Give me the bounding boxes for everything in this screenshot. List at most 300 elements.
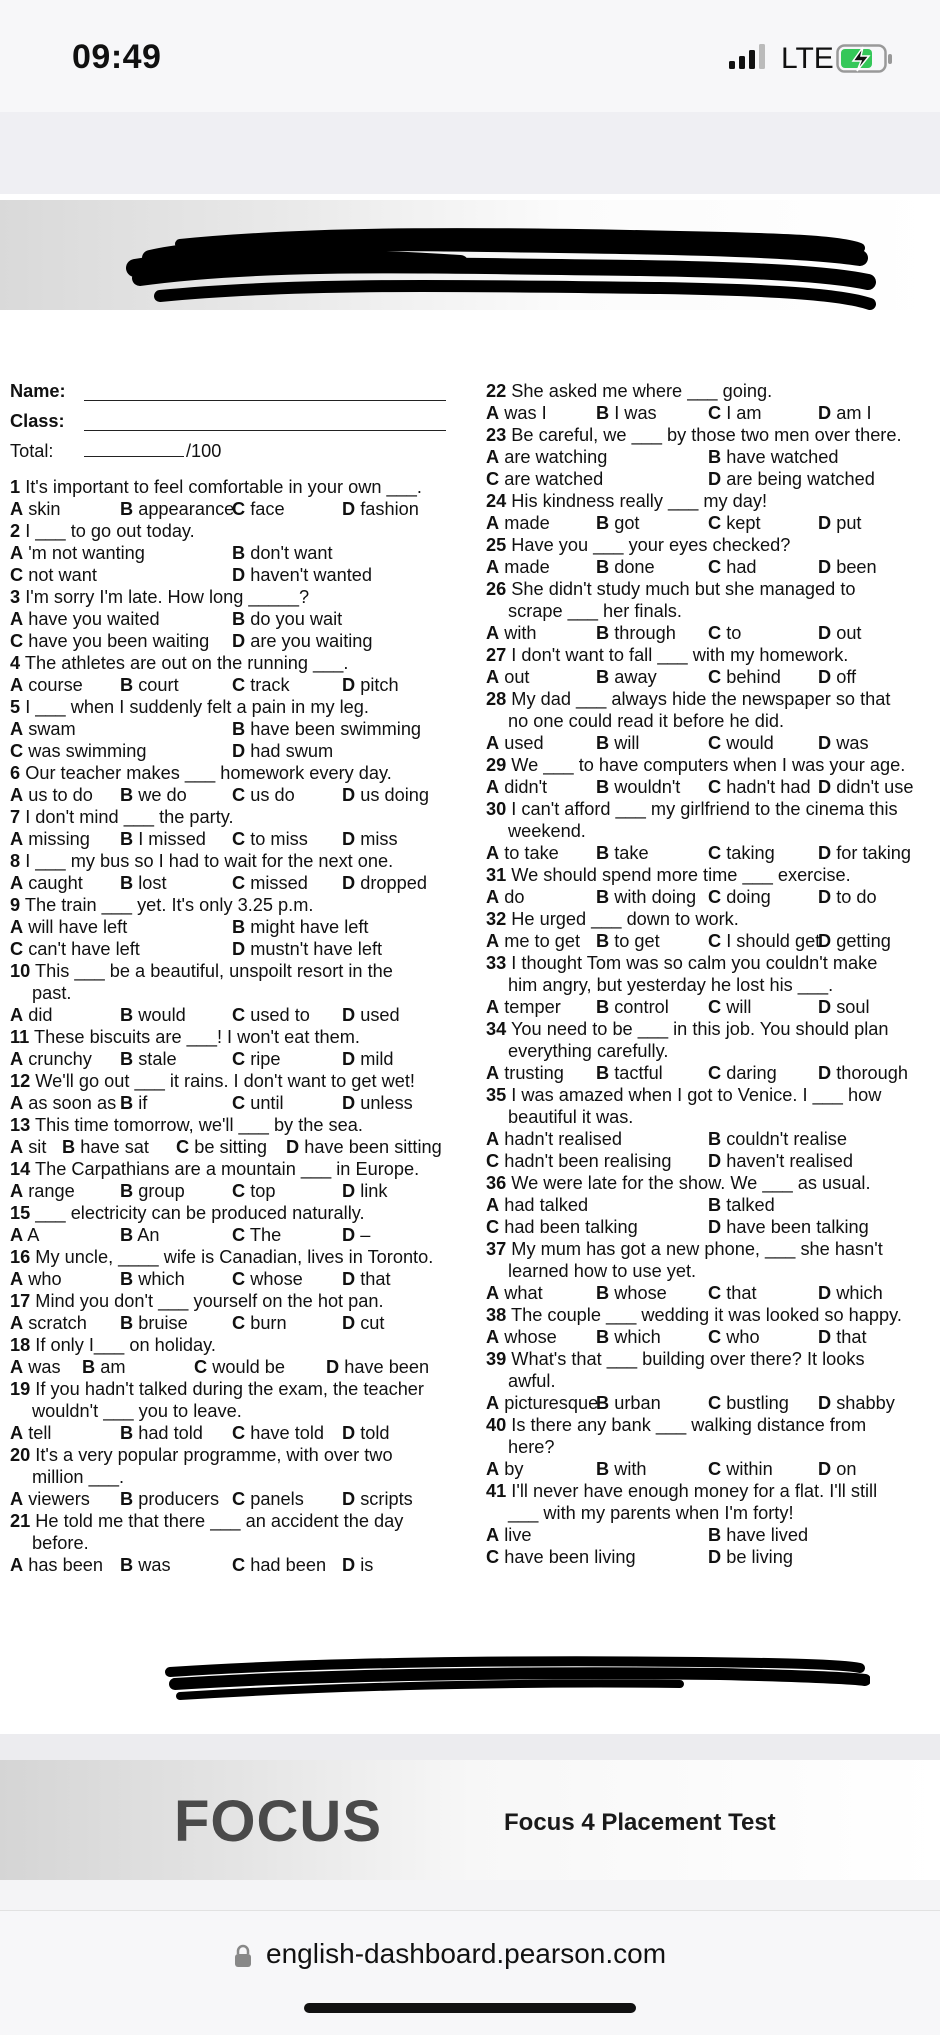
answer-option-b[interactable] [596,402,657,424]
answer-option-c[interactable] [708,930,820,952]
option-letter: A [10,1225,24,1245]
answer-option-d[interactable] [342,1312,384,1334]
option-letter: D [708,469,722,489]
answer-option-b[interactable] [120,1004,186,1026]
answer-option-b[interactable] [120,1422,203,1444]
answer-option-c[interactable] [232,1554,326,1576]
answer-option-c[interactable] [486,1546,636,1568]
answer-option-b[interactable] [596,622,676,644]
option-text: tactful [614,1063,663,1083]
total-field [10,436,470,476]
footer-redaction-scribble [160,1650,870,1710]
option-letter: A [10,1137,24,1157]
option-text: had been talking [504,1217,638,1237]
answer-option-c[interactable] [232,1422,324,1444]
option-letter: D [818,733,832,753]
answer-option-d[interactable] [818,512,862,534]
answer-option-c[interactable] [708,732,774,754]
option-text: missing [28,829,90,849]
answer-options-row [10,608,470,630]
question-text: His kindness really ___ my day! [511,491,768,511]
answer-option-b[interactable] [120,1224,159,1246]
answer-option-c[interactable] [232,1312,287,1334]
option-letter: D [818,1393,832,1413]
status-bar [0,0,940,112]
option-text: by [504,1459,524,1479]
option-letter: C [708,1283,722,1303]
option-text: 'm not wanting [28,543,145,563]
answer-option-a[interactable] [486,622,537,644]
network-label: LTE [781,42,834,75]
answer-options-row [10,630,470,652]
option-text: have sat [80,1137,149,1157]
question-31 [486,864,936,908]
answer-option-c[interactable] [708,996,751,1018]
question-22 [486,380,936,424]
option-letter: A [486,843,500,863]
answer-option-a[interactable] [10,828,90,850]
answer-option-c[interactable] [232,784,295,806]
question-number: 38 [486,1305,507,1325]
answer-option-a[interactable] [10,542,145,564]
answer-option-a[interactable] [486,1128,622,1150]
answer-option-c[interactable] [232,1004,310,1026]
option-letter: D [818,513,832,533]
option-letter: C [708,931,722,951]
answer-option-b[interactable] [120,1048,177,1070]
answer-option-b[interactable] [708,1194,775,1216]
answer-option-a[interactable] [486,1524,532,1546]
question-number: 30 [486,799,507,819]
answer-option-c[interactable] [10,630,209,652]
option-letter: B [232,719,246,739]
total-underline[interactable] [84,456,184,457]
answer-option-b[interactable] [596,996,669,1018]
answer-option-a[interactable] [10,1312,87,1334]
option-text: hadn't realised [504,1129,622,1149]
option-letter: C [232,1225,246,1245]
answer-option-d[interactable] [342,674,399,696]
answer-option-a[interactable] [10,718,76,740]
answer-option-a[interactable] [486,1326,557,1348]
answer-option-a[interactable] [486,512,550,534]
question-number: 26 [486,579,507,599]
answer-option-c[interactable] [708,886,771,908]
answer-option-a[interactable] [486,1282,543,1304]
answer-option-a[interactable] [10,1224,39,1246]
option-letter: A [10,1357,24,1377]
question-number: 10 [10,961,31,981]
option-letter: B [120,785,134,805]
browser-url-bar[interactable] [0,1910,940,2035]
answer-option-a[interactable] [10,1422,51,1444]
option-text: we do [138,785,187,805]
answer-option-d[interactable] [342,1422,390,1444]
clock: 09:49 [72,38,162,76]
answer-option-d[interactable] [818,1326,867,1348]
option-text: hadn't had [726,777,811,797]
answer-option-b[interactable] [596,1326,661,1348]
answer-option-d[interactable] [286,1136,442,1158]
answer-options-row [10,740,470,762]
answer-option-a[interactable] [486,886,524,908]
answer-option-d[interactable] [342,1048,394,1070]
option-text: had swum [250,741,334,761]
option-letter: C [232,1181,246,1201]
answer-option-c[interactable] [232,1224,281,1246]
answer-option-b[interactable] [120,1312,188,1334]
answer-option-c[interactable] [232,1180,276,1202]
option-text: had been [250,1555,327,1575]
answer-option-d[interactable] [342,828,398,850]
question-text-continued: ___ with my parents when I'm forty! [508,1503,794,1523]
question-14 [10,1158,470,1202]
option-text: live [504,1525,532,1545]
question-number: 2 [10,521,21,541]
answer-option-a[interactable] [486,666,530,688]
answer-option-b[interactable] [120,498,234,520]
question-text: Is there any bank ___ walking distance from [511,1415,867,1435]
option-letter: D [818,843,832,863]
answer-option-b[interactable] [120,784,187,806]
answer-option-a[interactable] [486,446,607,468]
answer-option-b[interactable] [120,1092,147,1114]
answer-option-d[interactable] [818,1392,895,1414]
answer-option-a[interactable] [10,608,160,630]
option-text: mustn't have left [250,939,383,959]
answer-option-c[interactable] [708,402,762,424]
answer-option-d[interactable] [342,1488,413,1510]
option-text: miss [360,829,398,849]
answer-option-d[interactable] [342,872,427,894]
answer-option-d[interactable] [342,1092,413,1114]
option-text: was swimming [28,741,147,761]
answer-option-c[interactable] [232,674,290,696]
answer-option-b[interactable] [596,930,660,952]
answer-option-d[interactable] [232,938,382,960]
answer-option-a[interactable] [10,1048,92,1070]
option-text: picturesque [504,1393,599,1413]
answer-option-a[interactable] [10,674,83,696]
option-letter: B [232,543,246,563]
answer-option-d[interactable] [818,886,877,908]
answer-option-c[interactable] [708,1062,777,1084]
option-letter: D [818,667,832,687]
option-text: have been living [504,1547,636,1567]
answer-option-a[interactable] [10,1004,52,1026]
question-text-continued: awful. [508,1371,556,1391]
answer-option-a[interactable] [486,996,561,1018]
answer-option-b[interactable] [120,674,179,696]
answer-option-c[interactable] [194,1356,285,1378]
option-text: got [614,513,640,533]
answer-option-d[interactable] [818,1458,856,1480]
answer-option-b[interactable] [596,556,655,578]
option-letter: C [708,667,722,687]
answer-option-b[interactable] [596,1062,663,1084]
option-letter: A [10,719,24,739]
question-text: I thought Tom was so calm you couldn't make [511,953,878,973]
answer-option-b[interactable] [596,842,649,864]
answer-option-c[interactable] [176,1136,267,1158]
option-letter: A [486,1283,500,1303]
answer-option-a[interactable] [486,1194,588,1216]
question-21 [10,1510,470,1576]
answer-option-c[interactable] [232,1268,303,1290]
answer-option-d[interactable] [818,996,870,1018]
answer-option-c[interactable] [232,1488,304,1510]
answer-option-a[interactable] [10,784,93,806]
answer-option-a[interactable] [10,1268,62,1290]
answer-option-c[interactable] [232,1048,281,1070]
answer-option-b[interactable] [82,1356,125,1378]
answer-option-d[interactable] [818,1282,883,1304]
answer-option-a[interactable] [486,1062,564,1084]
answer-option-c[interactable] [708,1392,789,1414]
answer-option-d[interactable] [342,1004,400,1026]
answer-option-b[interactable] [596,886,696,908]
question-text: These biscuits are ___! I won't eat them. [33,1027,360,1047]
option-text: are you waiting [250,631,373,651]
question-text-continued: everything carefully. [508,1041,669,1061]
answer-option-b[interactable] [120,828,206,850]
answer-option-b[interactable] [596,1282,667,1304]
answer-options-row [486,468,936,490]
question-number: 37 [486,1239,507,1259]
answer-option-c[interactable] [708,556,757,578]
option-text: appearance [138,499,235,519]
option-letter: C [708,1393,722,1413]
option-text: face [250,499,285,519]
answer-option-a[interactable] [10,1136,46,1158]
option-letter: D [342,1181,356,1201]
answer-option-b[interactable] [596,512,640,534]
option-letter: C [232,785,246,805]
answer-option-c[interactable] [708,512,761,534]
option-text: do [504,887,525,907]
option-text: had [726,557,757,577]
answer-option-a[interactable] [10,1356,61,1378]
answer-option-b[interactable] [120,872,167,894]
option-letter: C [232,1313,246,1333]
class-underline[interactable] [84,430,446,431]
option-letter: A [10,609,24,629]
answer-option-a[interactable] [486,1392,598,1414]
answer-option-d[interactable] [818,842,911,864]
answer-option-d[interactable] [342,1180,388,1202]
answer-option-c[interactable] [232,498,285,520]
option-letter: B [120,675,134,695]
answer-option-d[interactable] [342,1554,373,1576]
answer-option-a[interactable] [10,1180,75,1202]
option-text: didn't use [836,777,914,797]
question-number: 25 [486,535,507,555]
answer-option-b[interactable] [708,1524,808,1546]
option-letter: D [818,557,832,577]
answer-option-d[interactable] [818,1062,908,1084]
option-text: did [28,1005,53,1025]
question-3 [10,586,470,652]
answer-option-a[interactable] [10,916,127,938]
answer-option-c[interactable] [10,938,140,960]
option-text: to do [836,887,877,907]
option-letter: A [10,1269,24,1289]
option-text: missed [250,873,308,893]
answer-option-b[interactable] [120,1180,185,1202]
answer-option-c[interactable] [232,828,308,850]
answer-option-c[interactable] [708,622,741,644]
answer-option-c[interactable] [232,872,308,894]
answer-options-row [486,1282,936,1304]
right-column [486,380,936,1568]
option-text: bruise [138,1313,188,1333]
question-text: Be careful, we ___ by those two men over there. [511,425,902,445]
answer-options-row [10,1224,470,1246]
option-letter: D [818,887,832,907]
answer-option-d[interactable] [708,468,875,490]
answer-option-c[interactable] [486,1216,638,1238]
option-letter: B [120,1049,134,1069]
answer-option-a[interactable] [486,732,544,754]
option-letter: C [232,499,246,519]
answer-option-d[interactable] [818,732,869,754]
answer-option-b[interactable] [120,1554,171,1576]
option-letter: C [708,403,722,423]
answer-option-b[interactable] [596,666,657,688]
answer-option-b[interactable] [708,1128,847,1150]
answer-option-b[interactable] [232,718,421,740]
question-41 [486,1480,936,1568]
answer-option-a[interactable] [10,1092,116,1114]
question-text-continued: beautiful it was. [508,1107,634,1127]
question-text: It's a very popular programme, with over two [35,1445,393,1465]
name-underline[interactable] [84,400,446,401]
option-text: with [504,623,537,643]
answer-option-d[interactable] [232,630,373,652]
option-text: which [614,1327,661,1347]
answer-options-row [10,564,470,586]
answer-option-c[interactable] [708,666,781,688]
answer-option-c[interactable] [708,1326,760,1348]
answer-option-d[interactable] [818,402,872,424]
answer-option-a[interactable] [486,556,550,578]
answer-option-c[interactable] [232,1092,284,1114]
option-text: kept [726,513,761,533]
question-30 [486,798,936,864]
answer-option-b[interactable] [232,608,342,630]
answer-option-c[interactable] [708,842,775,864]
option-text: with [614,1459,647,1479]
answer-option-b[interactable] [596,1458,647,1480]
answer-option-a[interactable] [486,842,559,864]
option-letter: C [232,1005,246,1025]
question-number: 40 [486,1415,507,1435]
answer-option-d[interactable] [342,784,429,806]
option-letter: D [342,1005,356,1025]
answer-option-d[interactable] [326,1356,429,1378]
question-text: Mind you don't ___ yourself on the hot pan. [35,1291,384,1311]
answer-option-b[interactable] [596,776,680,798]
answer-option-a[interactable] [10,498,61,520]
answer-option-c[interactable] [708,776,811,798]
option-text: lost [138,873,167,893]
answer-option-d[interactable] [818,556,877,578]
answer-options-row [486,622,936,644]
option-text: was I [504,403,547,423]
option-text: sit [28,1137,47,1157]
answer-option-d[interactable] [818,622,862,644]
answer-option-b[interactable] [62,1136,149,1158]
answer-option-d[interactable] [232,740,333,762]
answer-option-b[interactable] [120,1268,185,1290]
answer-option-a[interactable] [486,776,547,798]
option-letter: B [232,917,246,937]
answer-option-b[interactable] [120,1488,219,1510]
answer-option-b[interactable] [232,916,368,938]
answer-option-d[interactable] [818,930,891,952]
option-letter: A [10,1005,24,1025]
option-text: don't want [250,543,333,563]
option-letter: D [818,931,832,951]
option-text: taking [726,843,775,863]
answer-option-c[interactable] [10,740,146,762]
answer-option-d[interactable] [708,1150,853,1172]
answer-option-d[interactable] [818,776,914,798]
answer-option-d[interactable] [708,1546,793,1568]
answer-option-b[interactable] [708,446,838,468]
question-text: If you hadn't talked during the exam, the teacher [35,1379,424,1399]
answer-option-c[interactable] [486,468,603,490]
answer-option-d[interactable] [232,564,372,586]
question-text: He urged ___ down to work. [511,909,739,929]
answer-option-a[interactable] [10,1488,90,1510]
answer-option-a[interactable] [486,1458,523,1480]
home-indicator[interactable] [304,2003,636,2013]
option-text: to get [614,931,660,951]
answer-option-a[interactable] [10,1554,103,1576]
question-text: ___ electricity can be produced naturally. [35,1203,365,1223]
answer-option-d[interactable] [342,1268,391,1290]
option-text: doing [726,887,771,907]
name-label: Name: [10,381,66,401]
answer-option-b[interactable] [232,542,333,564]
answer-option-d[interactable] [342,1224,370,1246]
url-text[interactable]: english-dashboard.pearson.com [266,1938,667,1969]
answer-option-a[interactable] [10,872,83,894]
answer-option-b[interactable] [596,1392,661,1414]
option-text: soul [836,997,870,1017]
answer-option-c[interactable] [486,1150,672,1172]
answer-option-d[interactable] [708,1216,869,1238]
option-letter: A [486,1525,500,1545]
answer-options-row [486,512,936,534]
question-text: The couple ___ wedding it was looked so happy. [510,1305,902,1325]
option-letter: C [10,939,24,959]
option-text: daring [726,1063,777,1083]
answer-option-c[interactable] [708,1282,757,1304]
answer-option-a[interactable] [486,930,580,952]
answer-option-c[interactable] [10,564,97,586]
answer-option-c[interactable] [708,1458,773,1480]
option-text: whose [614,1283,667,1303]
answer-option-d[interactable] [342,498,419,520]
answer-option-a[interactable] [486,402,547,424]
answer-option-b[interactable] [596,732,639,754]
option-letter: D [232,741,246,761]
option-letter: B [596,557,610,577]
answer-option-d[interactable] [818,666,856,688]
question-number: 3 [10,587,21,607]
